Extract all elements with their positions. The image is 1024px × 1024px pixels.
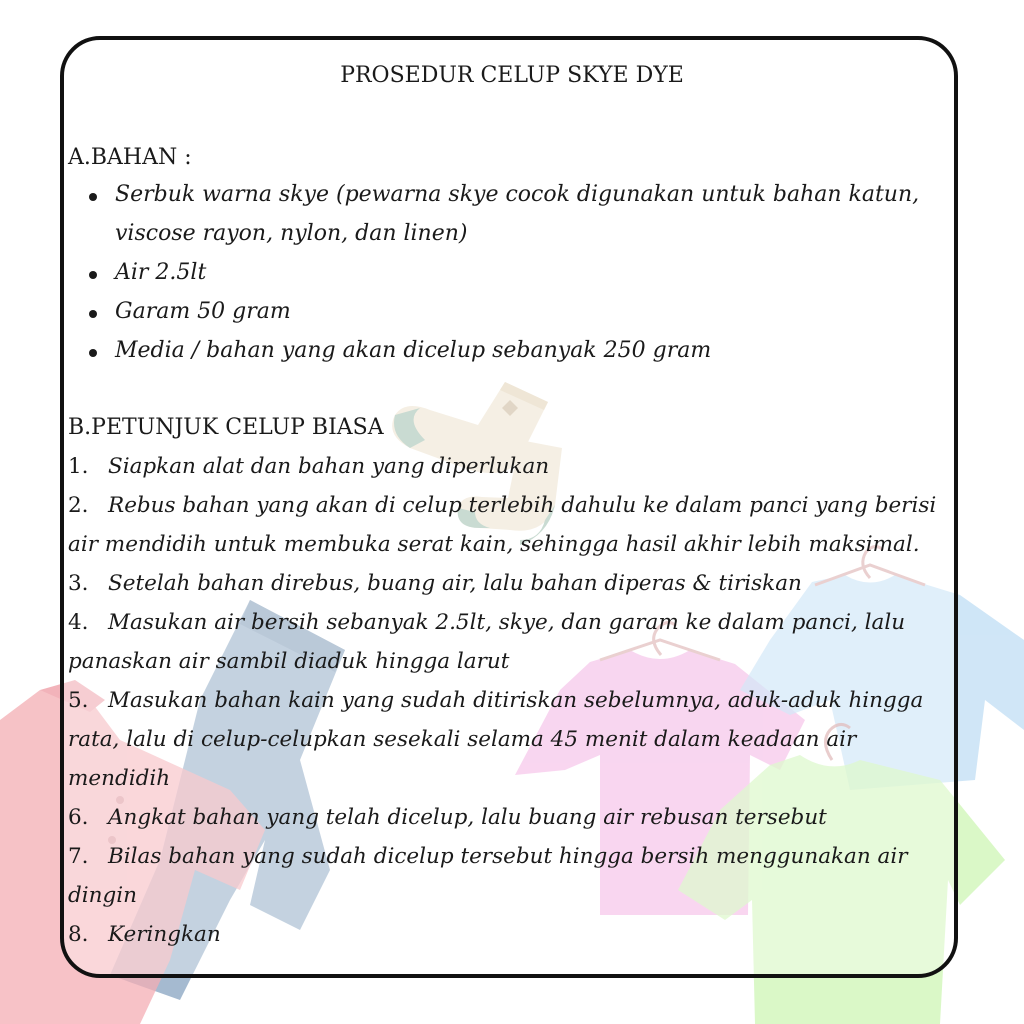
step-6 bbox=[68, 805, 827, 830]
step-text: Masukan air bersih sebanyak 2.5lt, skye, dan garam ke dalam panci, lalu bbox=[108, 610, 906, 635]
list-item-continuation: viscose rayon, nylon, dan linen) bbox=[115, 221, 468, 246]
list-item bbox=[115, 260, 206, 285]
section-heading-petunjuk: B.PETUNJUK CELUP BIASA bbox=[68, 415, 384, 440]
step-number: 1. bbox=[68, 454, 89, 479]
page-title: PROSEDUR CELUP SKYE DYE bbox=[340, 63, 684, 88]
step-text: Angkat bahan yang telah dicelup, lalu buang air rebusan tersebut bbox=[108, 805, 827, 830]
list-item bbox=[115, 182, 919, 207]
list-item bbox=[115, 299, 291, 324]
section-heading-bahan: A.BAHAN : bbox=[68, 145, 192, 170]
step-text: Siapkan alat dan bahan yang diperlukan bbox=[108, 454, 550, 479]
step-text: Setelah bahan direbus, buang air, lalu bahan diperas & tiriskan bbox=[108, 571, 802, 596]
step-8 bbox=[68, 922, 221, 947]
step-7 bbox=[68, 844, 908, 869]
step-number: 4. bbox=[68, 610, 89, 635]
list-item-text: Media / bahan yang akan dicelup sebanyak 250 gram bbox=[115, 338, 712, 363]
step-4 bbox=[68, 610, 905, 635]
list-item bbox=[115, 338, 711, 363]
step-5 bbox=[68, 688, 923, 713]
step-3 bbox=[68, 571, 802, 596]
step-text: Rebus bahan yang akan di celup terlebih dahulu ke dalam panci yang berisi bbox=[108, 493, 937, 518]
step-text: Masukan bahan kain yang sudah ditiriskan sebelumnya, aduk-aduk hingga bbox=[108, 688, 924, 713]
bullet-icon bbox=[89, 193, 97, 201]
step-number: 6. bbox=[68, 805, 89, 830]
step-number: 3. bbox=[68, 571, 89, 596]
step-7-continuation: dingin bbox=[68, 883, 137, 908]
bullet-icon bbox=[89, 310, 97, 318]
list-item-text: Garam 50 gram bbox=[115, 299, 291, 324]
bullet-icon bbox=[89, 271, 97, 279]
step-number: 5. bbox=[68, 688, 89, 713]
step-1 bbox=[68, 454, 549, 479]
step-4-continuation: panaskan air sambil diaduk hingga larut bbox=[68, 649, 510, 674]
step-number: 7. bbox=[68, 844, 89, 869]
list-item-text: Serbuk warna skye (pewarna skye cocok digunakan untuk bahan katun, bbox=[115, 182, 920, 207]
step-2-continuation: air mendidih untuk membuka serat kain, sehingga hasil akhir lebih maksimal. bbox=[68, 532, 920, 557]
step-2 bbox=[68, 493, 936, 518]
step-5-continuation: rata, lalu di celup-celupkan sesekali selama 45 menit dalam keadaan air bbox=[68, 727, 857, 752]
step-number: 8. bbox=[68, 922, 89, 947]
step-text: Keringkan bbox=[108, 922, 221, 947]
list-item-text: Air 2.5lt bbox=[115, 260, 207, 285]
step-text: Bilas bahan yang sudah dicelup tersebut hingga bersih menggunakan air bbox=[108, 844, 908, 869]
step-number: 2. bbox=[68, 493, 89, 518]
step-5-continuation: mendidih bbox=[68, 766, 171, 791]
bullet-icon bbox=[89, 349, 97, 357]
